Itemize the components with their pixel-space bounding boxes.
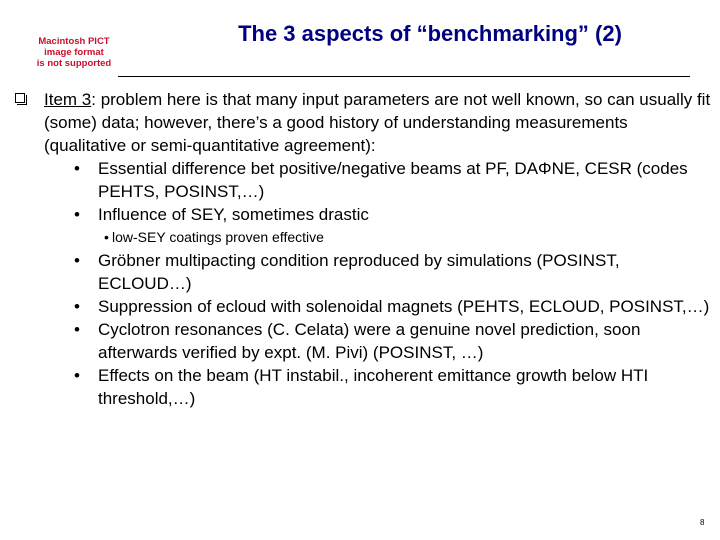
intro-paragraph <box>14 88 714 157</box>
bullet-text: Cyclotron resonances (C. Celata) were a genuine novel prediction, soon afterwards verified by expt. (M. Pivi) (POSINST, …) <box>98 320 641 362</box>
logo-line: Macintosh PICT <box>38 36 110 47</box>
page-number: 8 <box>700 518 705 527</box>
logo-line: is not supported <box>36 58 112 69</box>
image-placeholder-logo <box>24 36 124 69</box>
slide-body <box>14 88 714 410</box>
intro-text: : problem here is that many input parameters are not well known, so can usually fit (some) data; however, there’s a good history of understanding measurements (qualitative or semi-quantitative agreement): <box>44 90 711 155</box>
checkbox-bullet-icon <box>15 93 25 103</box>
bullet-text: Effects on the beam (HT instabil., incoherent emittance growth below HTI threshold,…) <box>98 366 649 408</box>
bullet-icon: • <box>74 297 80 316</box>
bullet-item <box>14 318 714 364</box>
bullet-item <box>14 295 714 318</box>
logo-line: image format <box>44 47 104 58</box>
bullet-text: Essential difference bet positive/negative beams at PF, DAΦNE, CESR (codes PEHTS, POSINST,…) <box>98 159 688 201</box>
bullet-text: Gröbner multipacting condition reproduced by simulations (POSINST, ECLOUD…) <box>98 251 620 293</box>
intro-label: Item 3 <box>44 90 92 109</box>
bullet-icon: • <box>74 366 80 385</box>
sub-bullet-text: low-SEY coatings proven effective <box>112 229 324 245</box>
bullet-item <box>14 364 714 410</box>
bullet-icon: • <box>74 320 80 339</box>
bullet-item <box>14 157 714 203</box>
bullet-text: Influence of SEY, sometimes drastic <box>98 205 369 224</box>
bullet-text: Suppression of ecloud with solenoidal magnets (PEHTS, ECLOUD, POSINST,…) <box>98 297 710 316</box>
bullet-icon: • <box>74 251 80 270</box>
title-divider <box>118 76 690 77</box>
bullet-item <box>14 203 714 226</box>
bullet-icon: • <box>74 159 80 178</box>
bullet-item <box>14 249 714 295</box>
bullet-icon: • <box>74 205 80 224</box>
slide-title: The 3 aspects of “benchmarking” (2) <box>238 21 622 46</box>
sub-bullet-item <box>14 228 714 246</box>
bullet-icon: • <box>104 229 109 245</box>
